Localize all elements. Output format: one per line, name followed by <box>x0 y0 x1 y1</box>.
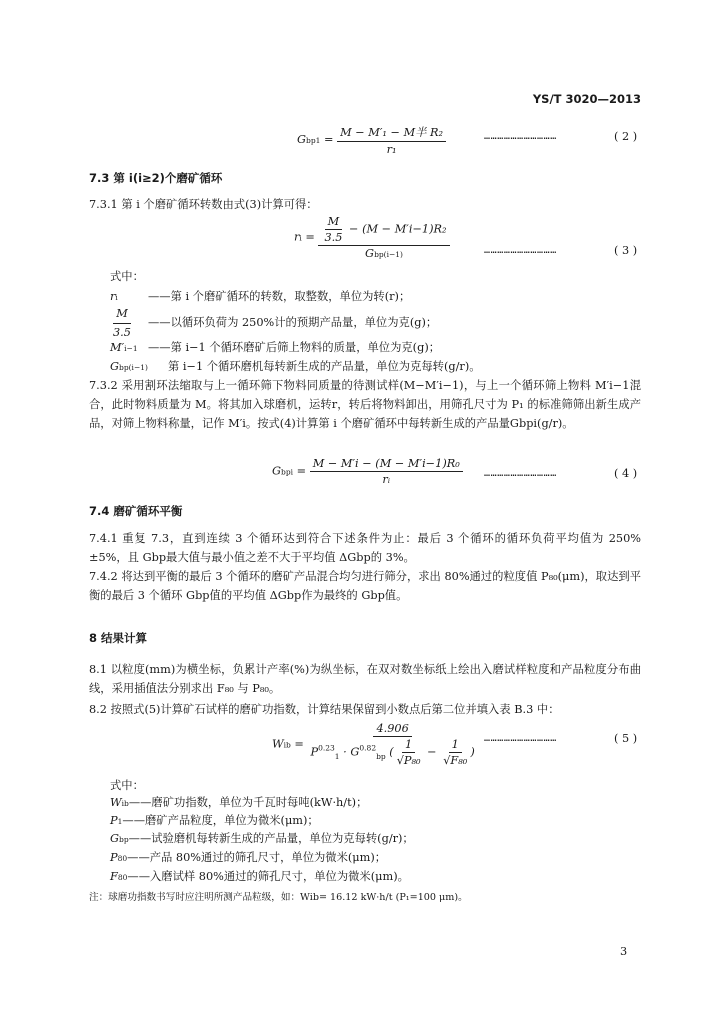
section-7-4-heading: 7.4 磨矿循环平衡 <box>89 504 183 518</box>
eq4-numerator: M − M′i − (M − M′i−1)R₀ <box>310 457 463 472</box>
eq4-label: ( 4 ) <box>614 467 638 480</box>
eq2-leader: …………………………… <box>484 131 557 142</box>
para-7-3-2: 7.3.2 采用割环法缩取与上一循环筛下物料同质量的待测试样(M−M′i−1)，与上一个循环筛上物料 M′i−1混合，此时物料质量为 M。将其加入球磨机，运转r，转后将物料卸出，用筛孔尺寸为 P₁ 的标准筛筛出新生成产品，对筛上物料称量，记作 M′i。按式(4)计算第 i 个磨矿循环中每转新生成的产品量Gbpi(g/r)。 <box>89 379 641 430</box>
where5-item-p1: P1——磨矿产品粒度，单位为微米(μm)； <box>110 814 319 827</box>
eq3-label: ( 3 ) <box>614 244 638 257</box>
where5-item-gbp: Gbp——试验磨机每转新生成的产品量，单位为克每转(g/r)； <box>110 832 414 845</box>
where-intro-5: 式中： <box>110 779 144 792</box>
section-7-3-heading: 7.3 第 i(i≥2)个磨矿循环 <box>89 171 223 185</box>
equation-4: Gbpi = $\frac{\text{M − M′i − (M − M′i−1)R₀}}{\text{rᵢ}}$ <box>272 457 463 486</box>
standard-number: YS/T 3020—2013 <box>532 92 641 106</box>
where3-item-m: $\frac{M}{3.5}$ ——以循环负荷为 250%计的预期产品量，单位为克(g)； <box>113 307 438 339</box>
where3-item-gbp: Gbp(i−1) 第 i−1 个循环磨机每转新生成的产品量，单位为克每转(g/r)。 <box>110 360 481 373</box>
where5-item-wib: Wib——磨矿功指数，单位为千瓦时每吨(kW·h/t)； <box>110 796 368 809</box>
where3-item-mprime: M′i−1 ——第 i−1 个循环磨矿后筛上物料的质量，单位为克(g)； <box>110 341 441 354</box>
para-8-1: 8.1 以粒度(mm)为横坐标，负累计产率(%)为纵坐标，在双对数坐标纸上绘出入磨试样粒度和产品粒度分布曲线，采用插值法分别求出 F₈₀ 与 P₈₀。 <box>89 663 641 695</box>
eq5-label: ( 5 ) <box>614 732 638 745</box>
eq5-leader: …………………………… <box>484 733 557 744</box>
para-8-2: 8.2 按照式(5)计算矿石试样的磨矿功指数，计算结果保留到小数点后第二位并填入表 B.3 中： <box>89 703 560 716</box>
where-intro-3: 式中： <box>110 270 144 283</box>
section-8-heading: 8 结果计算 <box>89 631 148 645</box>
equation-3: ri = $\frac{M}{3.5}$ − (M − M′i−1)R₂ Gbp(i−1) <box>294 215 450 260</box>
eq5-numerator: 4.906 <box>373 722 411 737</box>
footnote: 注：球磨功指数书写时应注明所测产品粒级，如：Wib= 16.12 kW·h/t (P₁=100 μm)。 <box>89 892 468 903</box>
equation-2: Gbp1 = $\frac{\text{M − M′₁ − M半 R₂}}{\text{r₁}}$ <box>297 124 446 156</box>
equation-5: Wib = 4.906 $P^{0.23}_1 \cdot G^{0.82}_{bp}$ ( $\frac{1}{\text{√P₈₀}}$ − $\frac{1}{\text{√F₈₀}}$ ) <box>272 722 478 767</box>
eq4-denominator: rᵢ <box>382 473 391 486</box>
eq5-denominator: $P^{0.23}_1 \cdot G^{0.82}_{bp}$ ( $\frac{1}{\text{√P₈₀}}$ − $\frac{1}{\text{√F₈₀}}$ ) <box>310 738 475 767</box>
eq3-leader: …………………………… <box>484 245 557 256</box>
eq2-label: ( 2 ) <box>614 130 638 143</box>
where5-item-p80: P80——产品 80%通过的筛孔尺寸，单位为微米(μm)； <box>110 851 387 864</box>
eq4-leader: …………………………… <box>484 468 557 479</box>
para-7-4-1: 7.4.1 重复 7.3，直到连续 3 个循环达到符合下述条件为止：最后 3 个循环的循环负荷平均值为 250%±5%，且 Gbp最大值与最小值之差不大于平均值 ΔGbp的 3%。 <box>89 532 641 564</box>
para-7-3-1: 7.3.1 第 i 个磨矿循环转数由式(3)计算可得： <box>89 198 318 211</box>
eq2-denominator: r₁ <box>386 143 397 156</box>
where5-item-f80: F80——入磨试样 80%通过的筛孔尺寸，单位为微米(μm)。 <box>110 870 409 883</box>
where3-item-r: ri ——第 i 个磨矿循环的转数，取整数，单位为转(r)； <box>110 290 411 303</box>
para-7-4-2: 7.4.2 将达到平衡的最后 3 个循环的磨矿产品混合均匀进行筛分，求出 80%通过的粒度值 P₈₀(μm)，取达到平衡的最后 3 个循环 Gbp值的平均值 ΔGbp作为最终的 Gbp值。 <box>89 570 641 602</box>
eq2-numerator: M − M′₁ − M半 R₂ <box>337 124 446 142</box>
page-number: 3 <box>620 945 628 958</box>
